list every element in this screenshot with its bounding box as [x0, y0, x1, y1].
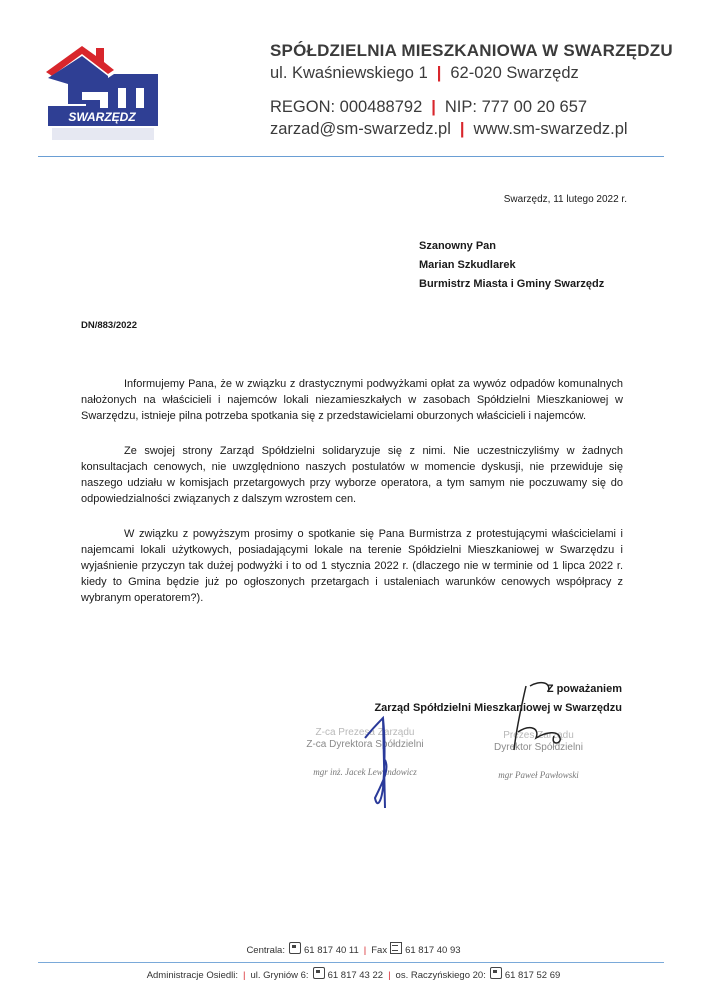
- admin2-street: os. Raczyńskiego 20:: [395, 970, 486, 981]
- contact-line: zarzad@sm-swarzedz.pl | www.sm-swarzedz.pl: [270, 120, 628, 138]
- admin-label: Administracje Osiedli:: [146, 970, 239, 981]
- signature-vice-president: [355, 668, 415, 818]
- stamp-name: mgr Paweł Pawłowski: [498, 770, 579, 780]
- letter-body: [81, 376, 623, 625]
- logo-wordmark: SWARZĘDZ: [68, 110, 136, 124]
- addressee-name: Marian Szkudlarek: [419, 259, 516, 271]
- closing-salutation: Z poważaniem: [546, 683, 622, 695]
- street-address: ul. Kwaśniewskiego 1: [270, 64, 428, 82]
- stamp-line: Z-ca Prezesa Zarządu: [315, 727, 415, 738]
- phone-icon: [490, 967, 502, 979]
- email-link[interactable]: zarzad@sm-swarzedz.pl: [270, 120, 451, 138]
- organization-header: [270, 40, 680, 140]
- admin2-phone: 61 817 52 69: [504, 970, 561, 981]
- stamp-line: Z-ca Dyrektora Spółdzielni: [306, 739, 424, 750]
- footer-divider: [38, 962, 664, 963]
- addressee-block: [419, 237, 604, 294]
- stamp-line: Prezes Zarządu: [503, 730, 574, 741]
- admin1-phone: 61 817 43 22: [327, 970, 384, 981]
- fax-icon: [390, 942, 402, 954]
- header-divider: [38, 156, 664, 157]
- central-phone: 61 817 40 11: [304, 945, 359, 956]
- phone-icon: [313, 967, 325, 979]
- addressee-salutation: Szanowny Pan: [419, 240, 497, 252]
- website-link[interactable]: www.sm-swarzedz.pl: [473, 120, 628, 138]
- body-paragraph: Informujemy Pana, że w związku z drastycznymi podwyżkami opłat za wywóz odpadów komunalnych nałożonych na właścicieli i najemców lokali niezamieszkałych w zasobach Spółdzielni Mieszkaniowej w Swarzędzu, istnieje pilna potrzeba spotkania się z przedstawicielami oburzonych właścicieli i najemców.: [81, 378, 623, 422]
- admin1-street: ul. Gryniów 6:: [250, 970, 309, 981]
- closing-signatory: Zarząd Spółdzielni Mieszkaniowej w Swarzędzu: [374, 702, 622, 714]
- footer-administrations: Administracje Osiedli: | ul. Gryniów 6: 61 817 43 22 | os. Raczyńskiego 20: 61 817 52 69: [0, 967, 707, 981]
- postal-city: 62-020 Swarzędz: [450, 64, 579, 82]
- body-paragraph: Ze swojej strony Zarząd Spółdzielni solidaryzuje się z nimi. Nie uczestniczyliśmy w żadnych konsultacjach cenowych, nie uwzględniono naszych postulatów w momencie dyskusji, nie przewiduje się naszego udziału w komisjach przetargowych przy wyborze operatora, a tym samym nie poczuwamy się do odpowiedzialności związanych z dalszym wzrostem cen.: [81, 445, 623, 505]
- body-paragraph: W związku z powyższym prosimy o spotkanie się Pana Burmistrza z protestującymi właścicielami i najemcami lokali użytkowych, posiadającymi lokale na terenie Spółdzielni Mieszkaniowej w Swarzędzu i wyjaśnienie przyczyn tak dużej podwyżki i to od 1 stycznia 2022 r. (dlaczego nie w terminie od 1 lipca 2022 r. kiedy to Gmina będzie już po ogłoszonych przetargach i ustaleniach warunków cenowych współpracy z wybranym operatorem?).: [81, 528, 623, 604]
- nip-number: NIP: 777 00 20 657: [444, 98, 588, 116]
- fax-number: 61 817 40 93: [405, 945, 461, 956]
- reference-number: DN/883/2022: [81, 320, 137, 331]
- organization-name: SPÓŁDZIELNIA MIESZKANIOWA W SWARZĘDZU: [270, 41, 673, 60]
- address-line: ul. Kwaśniewskiego 1 | 62-020 Swarzędz: [270, 64, 579, 82]
- footer-contacts: Centrala: 61 817 40 11 | Fax 61 817 40 93: [0, 942, 707, 956]
- central-label: Centrala:: [246, 945, 285, 956]
- fax-label: Fax: [371, 945, 388, 956]
- stamp-name: mgr inż. Jacek Lewandowicz: [313, 767, 417, 777]
- phone-icon: [289, 942, 301, 954]
- stamp-line: Dyrektor Spółdzielni: [494, 742, 583, 753]
- cooperative-logo: [38, 44, 166, 144]
- addressee-title: Burmistrz Miasta i Gminy Swarzędz: [419, 278, 605, 290]
- signature-president: [500, 672, 580, 772]
- regon-number: REGON: 000488792: [270, 98, 423, 116]
- letter-date: Swarzędz, 11 lutego 2022 r.: [503, 194, 627, 205]
- registry-line: REGON: 000488792 | NIP: 777 00 20 657: [270, 98, 588, 116]
